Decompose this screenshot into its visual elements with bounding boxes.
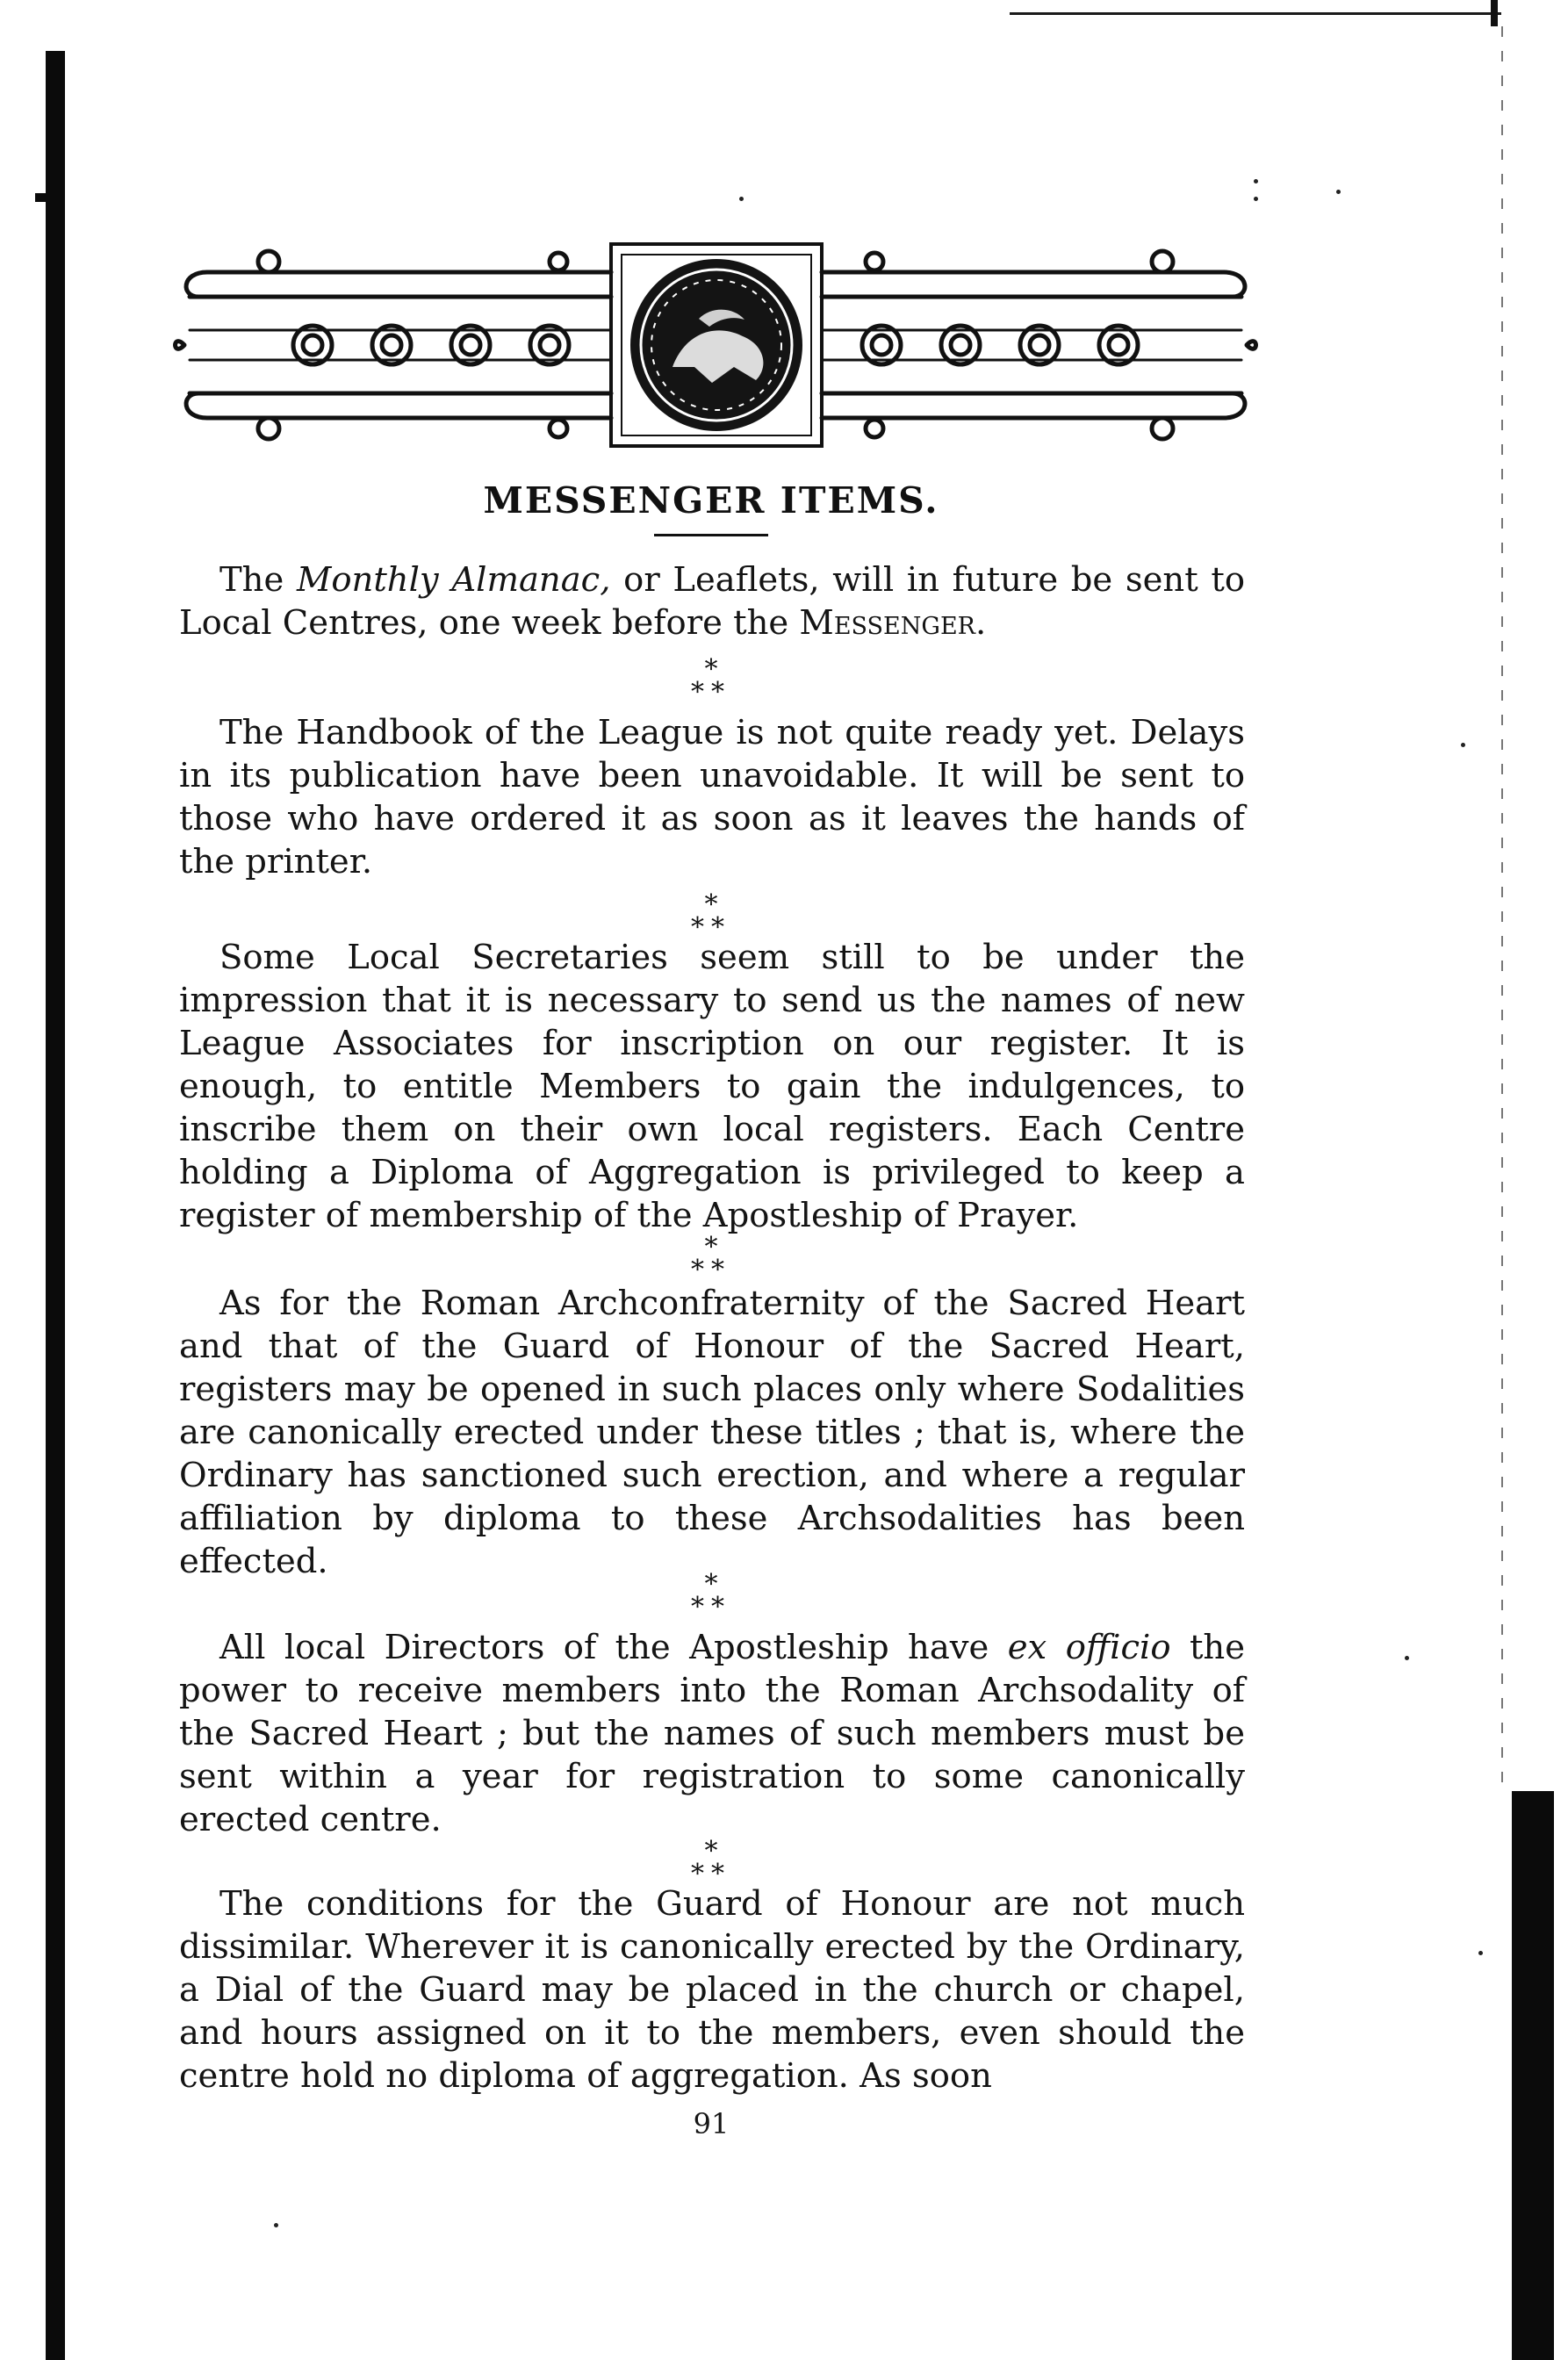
asterism: * ** xyxy=(691,1836,731,1889)
page-title: MESSENGER ITEMS. xyxy=(483,479,939,522)
paragraph-archconfraternity: As for the Roman Archconfraternity of the Sacred Heart and that of the Guard of Honour of the Sacred Heart, registers may be opened in such places only where Sodalities are canonically erected under these titles ; that is, where the Ordinary has sanctioned such erection, and where a regular affiliation by diploma to these Archsodalities has been effected. xyxy=(179,1284,1245,1581)
scan-speck xyxy=(274,2223,278,2227)
asterism: * ** xyxy=(691,1569,731,1622)
scan-speck xyxy=(1254,197,1258,201)
asterism: * ** xyxy=(691,889,731,943)
paragraph-handbook: The Handbook of the League is not quite ready yet. Delays in its publication have been unavoidable. It will be sent to those who have ordered it as soon as it leaves the hands of the printer. xyxy=(179,713,1245,881)
scan-artifact xyxy=(35,193,47,202)
paragraph-local-directors: All local Directors of the Apostleship have ex officio the power to receive members into the Roman Archsodality of the Sacred Heart ; but the names of such members must be sent within a year for registration to some canonically erected centre. xyxy=(179,1628,1246,1839)
scan-speck xyxy=(1405,1656,1409,1660)
paragraph-local-secretaries: Some Local Secretaries seem still to be under the impression that it is necessary to send us the names of new League Associates for inscription on our register. It is enough, to entitle Members to gain the indulgences, to inscribe them on their own local registers. Each Centre holding a Diploma of Aggregation is privileged to keep a register of membership of the Apostleship of Prayer. xyxy=(179,938,1245,1235)
scan-border-right xyxy=(1501,26,1503,1782)
scan-speck xyxy=(1478,1951,1483,1955)
ornament-headpiece xyxy=(172,235,1259,455)
scan-border-corner xyxy=(1491,0,1498,26)
scan-binding-edge-left xyxy=(46,51,65,2360)
paragraph-guard-of-honour: The conditions for the Guard of Honour are not much dissimilar. Wherever it is canonically erected by the Ordinary, a Dial of the Guard may be placed in the church or chapel, and hours assigned on it to the members, even should the centre hold no diploma of aggregation. As soon xyxy=(179,1884,1245,2096)
asterism: * ** xyxy=(691,1232,731,1285)
paragraph-almanac: The Monthly Almanac, or Leaflets, will in future be sent to Local Centres, one week before the Messenger. xyxy=(179,560,1246,643)
scan-speck xyxy=(1461,743,1465,747)
title-rule xyxy=(654,534,768,536)
scan-border-top xyxy=(1010,12,1501,15)
asterism: * ** xyxy=(691,654,731,708)
page-number: 91 xyxy=(693,2107,730,2141)
scan-speck xyxy=(739,197,744,201)
scan-binding-edge-right xyxy=(1512,1791,1554,2360)
scan-speck xyxy=(1254,179,1258,183)
scan-speck xyxy=(1336,190,1341,194)
